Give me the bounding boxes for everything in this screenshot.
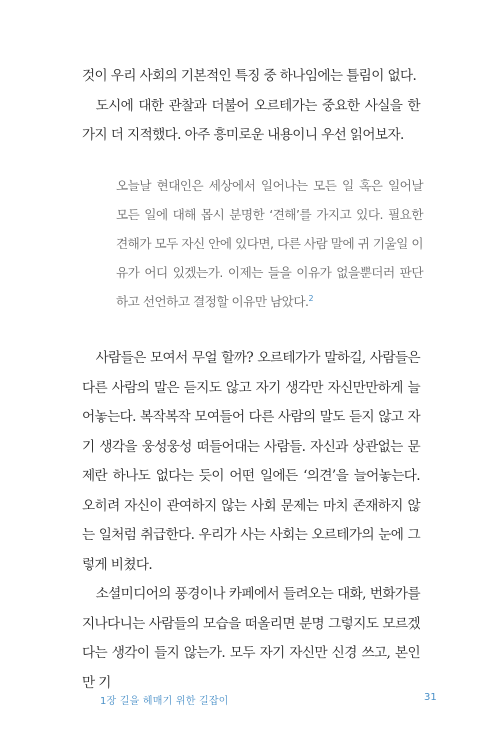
quote-text: 오늘날 현대인은 세상에서 일어나는 모든 일 혹은 일어날 모든 일에 대해 몹시 분명한 ‘견해’를 가지고 있다. 필요한 견해가 모두 자신 안에 있다면, 다른 사람 말에 귀 기울일 이유가 어디 있겠는가. 이제는 들을 이유가 없을뿐더러 판단하고 선언하고 결정할 이유만 남았다. [116,178,423,309]
page-number: 31 [424,692,437,703]
paragraph: 것이 우리 사회의 기본적인 특징 중 하나임에는 틀림이 없다. [82,68,417,84]
paragraph: 사람들은 모여서 무얼 할까? 오르테가가 말하길, 사람들은 다른 사람의 말은 듣지도 않고 자기 생각만 자신만만하게 늘어놓는다. 복작복작 모여들어 다른 사람의 말도 듣지 않고 자기 생각을 웅성웅성 떠들어대는 사람들. 자신과 상관없는 문제란 하나도 없다는 듯이 어떤 일에든 ‘의견’을 늘어놓는다. 오히려 자신이 관여하지 않는 사회 문제는 마치 존재하지 않는 일처럼 취급한다. 우리가 사는 사회는 오르테가의 눈에 그렇게 비쳤다. [82,350,420,573]
body-text-bottom [82,344,420,698]
running-head: 1장 길을 헤매기 위한 길잡이 [100,696,229,707]
block-quote [116,171,423,316]
paragraph: 도시에 대한 관찰과 더불어 오르테가는 중요한 사실을 한 가지 더 지적했다. 아주 흥미로운 내용이니 우선 읽어보자. [82,97,420,143]
quote-paragraph [116,171,423,316]
body-text-top [82,62,420,151]
paragraph: 소셜미디어의 풍경이나 카페에서 들려오는 대화, 번화가를 지나다니는 사람들의 모습을 떠올리면 분명 그렇지도 모르겠다는 생각이 들지 않는가. 모두 자기 자신만 신경 쓰고, 본인만 기 [82,586,420,691]
footnote-marker[interactable]: 2 [308,293,314,303]
